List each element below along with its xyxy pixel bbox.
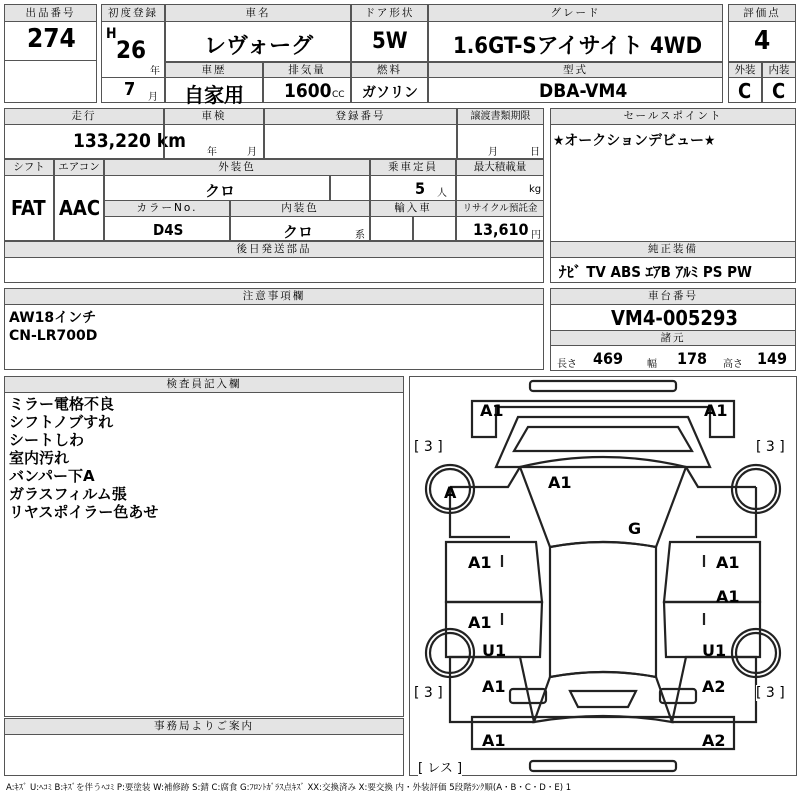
door-header: ドア形状 bbox=[351, 4, 428, 22]
first-reg-cell bbox=[101, 21, 165, 78]
deadline-cell bbox=[457, 124, 544, 159]
inspection-cell bbox=[164, 124, 264, 159]
mark-r-door2: A1 bbox=[716, 587, 740, 606]
capacity: 5 bbox=[415, 179, 426, 198]
specs-header: 諸元 bbox=[550, 330, 796, 346]
displacement-header: 排気量 bbox=[263, 62, 351, 78]
ext-color-header: 外装色 bbox=[104, 159, 370, 176]
specs-cell bbox=[550, 345, 796, 371]
chassis-no: VM4-005293 bbox=[611, 306, 738, 330]
max-load-cell bbox=[456, 175, 544, 201]
insp-month-unit: 月 bbox=[247, 147, 257, 158]
mark-bracket-fl: [ 3 ] bbox=[414, 439, 443, 455]
capacity-cell bbox=[370, 175, 456, 201]
interior-cell bbox=[762, 77, 796, 103]
ext-color-cell bbox=[104, 175, 330, 201]
aircon-header: エアコン bbox=[54, 159, 104, 176]
car-diagram-outline bbox=[410, 377, 796, 775]
reg-year: 26 bbox=[116, 36, 147, 64]
exterior-header: 外装 bbox=[728, 62, 762, 78]
inspector-notes: ミラー電格不良 シフトノブすれ シートしわ 室内汚れ バンパー下A ガラスフィルム張 リヤスポイラー色あせ bbox=[9, 395, 159, 521]
length-label: 長さ bbox=[557, 359, 577, 370]
month-unit: 月 bbox=[148, 92, 158, 103]
inspector-cell bbox=[4, 392, 404, 717]
car-name-cell bbox=[165, 21, 351, 62]
score: 4 bbox=[754, 26, 771, 56]
office-header: 事務局よりご案内 bbox=[4, 718, 404, 735]
door-type: 5W bbox=[372, 29, 408, 54]
fuel: ガソリン bbox=[362, 85, 418, 101]
mark-roof: G bbox=[628, 519, 642, 538]
max-load-header: 最大積載量 bbox=[456, 159, 544, 176]
era: H bbox=[106, 26, 117, 42]
int-color-cell bbox=[230, 216, 370, 241]
mark-bracket-rr: [ 3 ] bbox=[756, 685, 785, 701]
displacement-cell bbox=[263, 77, 351, 103]
reg-no-header: 登録番号 bbox=[264, 108, 457, 125]
model-cell bbox=[428, 77, 723, 103]
reg-month: 7 bbox=[124, 79, 136, 100]
office-cell bbox=[4, 734, 404, 776]
caution-header: 注意事項欄 bbox=[4, 288, 544, 305]
inspection-header: 車検 bbox=[164, 108, 264, 125]
genuine-equip-header: 純正装備 bbox=[550, 241, 796, 258]
history-header: 車歴 bbox=[165, 62, 263, 78]
mark-l-door1: A1 bbox=[468, 553, 492, 572]
mileage-cell bbox=[4, 124, 186, 159]
mark-fl-wheel: A bbox=[444, 483, 457, 502]
car-name-header: 車名 bbox=[165, 4, 351, 22]
model: DBA-VM4 bbox=[539, 80, 628, 102]
score-header: 評価点 bbox=[728, 4, 796, 22]
grade-cell bbox=[428, 21, 723, 62]
sales-point: ★オークションデビュー★ bbox=[553, 133, 716, 149]
shift: FAT bbox=[11, 196, 46, 220]
lot-no-cell bbox=[4, 21, 97, 61]
deadline-day-unit: 日 bbox=[530, 147, 540, 158]
mileage-header: 走行 bbox=[4, 108, 164, 125]
mark-fl-bumper: A1 bbox=[480, 401, 504, 420]
caution-cell bbox=[4, 304, 544, 370]
mark-rl-wheel: U1 bbox=[482, 641, 507, 660]
grade: 1.6GT-Sアイサイト 4WD bbox=[453, 34, 703, 59]
door-cell bbox=[351, 21, 428, 62]
mark-rear-r: A2 bbox=[702, 731, 726, 750]
car-name: レヴォーグ bbox=[204, 34, 314, 59]
model-header: 型式 bbox=[428, 62, 723, 78]
grade-header: グレード bbox=[428, 4, 723, 22]
mark-les: [ レス ] bbox=[418, 757, 462, 776]
mark-fr-bumper: A1 bbox=[704, 401, 728, 420]
lot-no-header: 出品番号 bbox=[4, 4, 97, 22]
genuine-equip: ﾅﾋﾞ TV ABS ｴｱB ｱﾙﾐ PS PW bbox=[559, 263, 752, 281]
later-parts-header: 後日発送部品 bbox=[4, 241, 544, 258]
color-no-header: カラーNo. bbox=[104, 200, 230, 217]
inspector-header: 検査員記入欄 bbox=[4, 376, 404, 393]
height: 149 bbox=[757, 349, 788, 368]
mark-rl-quarter: A1 bbox=[482, 677, 506, 696]
score-cell bbox=[728, 21, 796, 62]
mark-rear-l: A1 bbox=[482, 731, 506, 750]
sales-point-cell bbox=[550, 124, 796, 242]
aircon: AAC bbox=[59, 196, 101, 220]
caution-notes: AW18インチ CN-LR700D bbox=[9, 310, 98, 344]
genuine-equip-cell bbox=[550, 257, 796, 283]
sales-point-header: セールスポイント bbox=[550, 108, 796, 125]
year-unit: 年 bbox=[150, 66, 160, 77]
insp-year-unit: 年 bbox=[207, 147, 217, 158]
chassis-cell bbox=[550, 304, 796, 331]
width: 178 bbox=[677, 349, 708, 368]
mark-l-door2: A1 bbox=[468, 613, 492, 632]
exterior-cell bbox=[728, 77, 762, 103]
later-parts-cell bbox=[4, 257, 544, 283]
recycle-unit: 円 bbox=[531, 230, 541, 241]
mark-rr-quarter: A2 bbox=[702, 677, 726, 696]
import-header: 輸入車 bbox=[370, 200, 456, 217]
shift-header: シフト bbox=[4, 159, 54, 176]
width-label: 幅 bbox=[647, 359, 657, 370]
chassis-header: 車台番号 bbox=[550, 288, 796, 305]
displacement: 1600 bbox=[284, 80, 332, 102]
ext-color-extra bbox=[330, 175, 370, 201]
deadline-month-unit: 月 bbox=[488, 147, 498, 158]
mark-r-door1: A1 bbox=[716, 553, 740, 572]
shift-cell bbox=[4, 175, 54, 241]
deadline-header: 譲渡書類期限 bbox=[457, 108, 544, 125]
history-cell bbox=[165, 77, 263, 107]
mark-rr-wheel: U1 bbox=[702, 641, 727, 660]
lot-no-blank bbox=[4, 60, 97, 103]
height-label: 高さ bbox=[723, 359, 743, 370]
int-color-unit: 系 bbox=[355, 230, 365, 241]
mileage: 133,220 km bbox=[73, 130, 186, 152]
lot-no: 274 bbox=[27, 24, 76, 54]
aircon-cell bbox=[54, 175, 104, 241]
mark-bracket-fr: [ 3 ] bbox=[756, 439, 785, 455]
first-reg-month-cell bbox=[101, 77, 165, 103]
capacity-header: 乗車定員 bbox=[370, 159, 456, 176]
mark-bracket-rl: [ 3 ] bbox=[414, 685, 443, 701]
mark-hood: A1 bbox=[548, 473, 572, 492]
color-no: D4S bbox=[153, 221, 184, 239]
recycle: 13,610 bbox=[473, 220, 529, 239]
load-unit: kg bbox=[529, 184, 542, 195]
fuel-header: 燃料 bbox=[351, 62, 428, 78]
legend: A:ｷｽﾞ U:ﾍｺﾐ B:ｷｽﾞを伴うﾍｺﾐ P:要塗装 W:補修跡 S:錆 C:腐食 G:ﾌﾛﾝﾄｶﾞﾗｽ点ｷｽﾞ XX:交換済み X:要交換 内・外装評価 5段階ﾗﾝｸ順(A・B・C・D・E) 1 bbox=[6, 783, 572, 793]
fuel-cell bbox=[351, 77, 428, 103]
interior-score: C bbox=[772, 79, 786, 103]
color-no-cell bbox=[104, 216, 230, 241]
int-color-header: 内装色 bbox=[230, 200, 370, 217]
import-cell-1 bbox=[370, 216, 413, 241]
interior-header: 内装 bbox=[762, 62, 796, 78]
length: 469 bbox=[593, 349, 624, 368]
car-diagram bbox=[409, 376, 797, 776]
recycle-cell bbox=[456, 216, 544, 241]
displacement-unit: CC bbox=[332, 90, 345, 100]
reg-no-cell bbox=[264, 124, 457, 159]
int-color: クロ bbox=[283, 223, 314, 241]
first-reg-header: 初度登録 bbox=[101, 4, 165, 22]
import-cell-2 bbox=[413, 216, 456, 241]
exterior-score: C bbox=[738, 79, 752, 103]
ext-color: クロ bbox=[205, 182, 236, 200]
capacity-unit: 人 bbox=[437, 188, 447, 199]
history: 自家用 bbox=[184, 83, 244, 107]
recycle-header: リサイクル預託金 bbox=[456, 200, 544, 217]
